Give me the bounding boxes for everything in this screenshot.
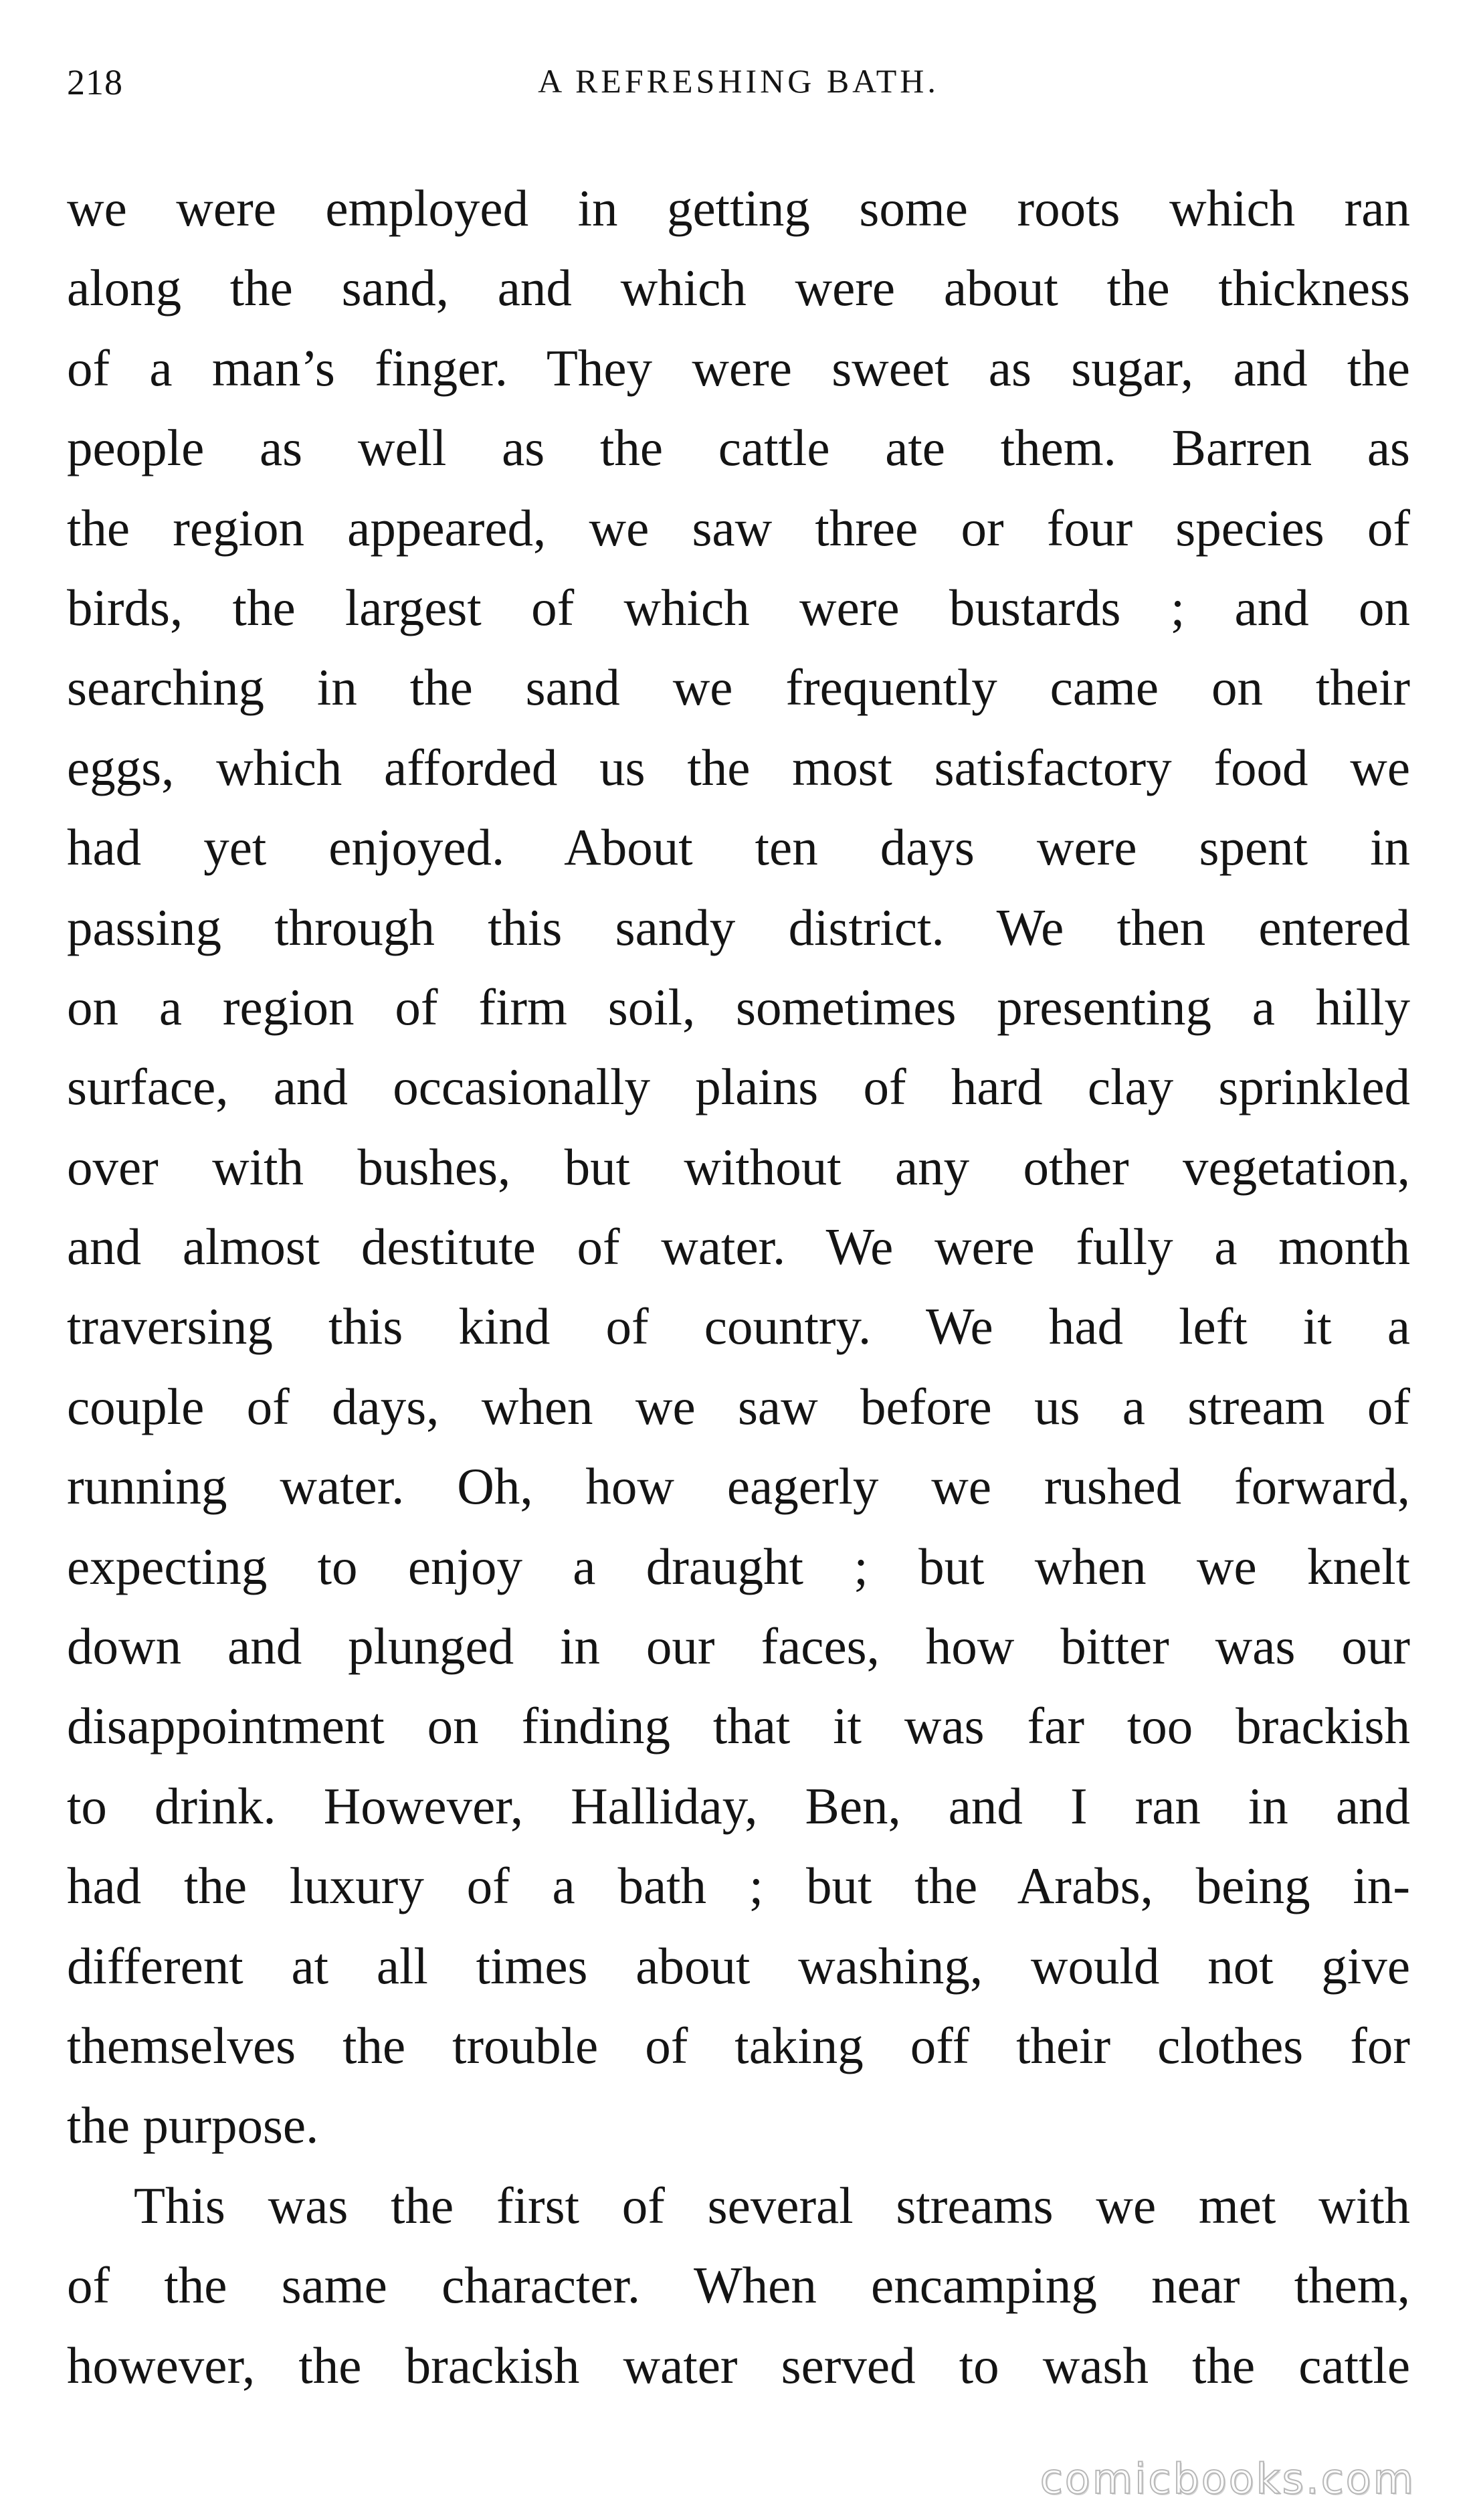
paragraph-1: [67, 169, 1410, 2166]
text-line: expecting to enjoy a draught ; but when we knelt: [67, 1537, 1410, 1595]
text-line: people as well as the cattle ate them. Barren as: [67, 419, 1410, 477]
text-line: different at all times about washing, would not give: [67, 1937, 1410, 1995]
text-line: along the sand, and which were about the thickness: [67, 259, 1410, 317]
text-line: birds, the largest of which were bustards ; and on: [67, 578, 1410, 636]
text-line: eggs, which afforded us the most satisfactory food we: [67, 738, 1410, 796]
text-line: we were employed in getting some roots which ran: [67, 179, 1410, 237]
text-line: the region appeared, we saw three or four species of: [67, 499, 1410, 557]
text-line: on a region of firm soil, sometimes presenting a hilly: [67, 978, 1410, 1036]
text-line: surface, and occasionally plains of hard clay sprinkled: [67, 1058, 1410, 1116]
running-head: A REFRESHING BATH.: [538, 62, 939, 100]
text-line: passing through this sandy district. We then entered: [67, 898, 1410, 956]
text-line: This was the first of several streams we met with: [134, 2176, 1410, 2234]
text-line: and almost destitute of water. We were fully a month: [67, 1218, 1410, 1276]
text-line: had yet enjoyed. About ten days were spent in: [67, 818, 1410, 877]
page-number: 218: [67, 62, 123, 102]
text-line: down and plunged in our faces, how bitter was our: [67, 1617, 1410, 1676]
text-line: the purpose.: [67, 2096, 319, 2155]
text-line: of a man’s finger. They were sweet as sugar, and the: [67, 339, 1410, 397]
text-line: disappointment on finding that it was far too brackish: [67, 1697, 1410, 1755]
text-line: of the same character. When encamping near them,: [67, 2256, 1410, 2315]
paragraph-2: [67, 2166, 1410, 2406]
text-line: searching in the sand we frequently came on their: [67, 658, 1410, 717]
text-line: had the luxury of a bath ; but the Arabs, being in-: [67, 1857, 1410, 1915]
body-text: [67, 169, 1410, 2406]
text-line: running water. Oh, how eagerly we rushed forward,: [67, 1457, 1410, 1516]
text-line: over with bushes, but without any other vegetation,: [67, 1138, 1410, 1196]
watermark: comicbooks.com: [1040, 2454, 1415, 2503]
text-line: couple of days, when we saw before us a stream of: [67, 1377, 1410, 1435]
text-line: traversing this kind of country. We had left it a: [67, 1297, 1410, 1356]
text-line: to drink. However, Halliday, Ben, and I ran in and: [67, 1777, 1410, 1835]
page-header: [67, 62, 1410, 115]
text-line: themselves the trouble of taking off their clothes for: [67, 2016, 1410, 2074]
text-line: however, the brackish water served to wash the cattle: [67, 2336, 1410, 2394]
